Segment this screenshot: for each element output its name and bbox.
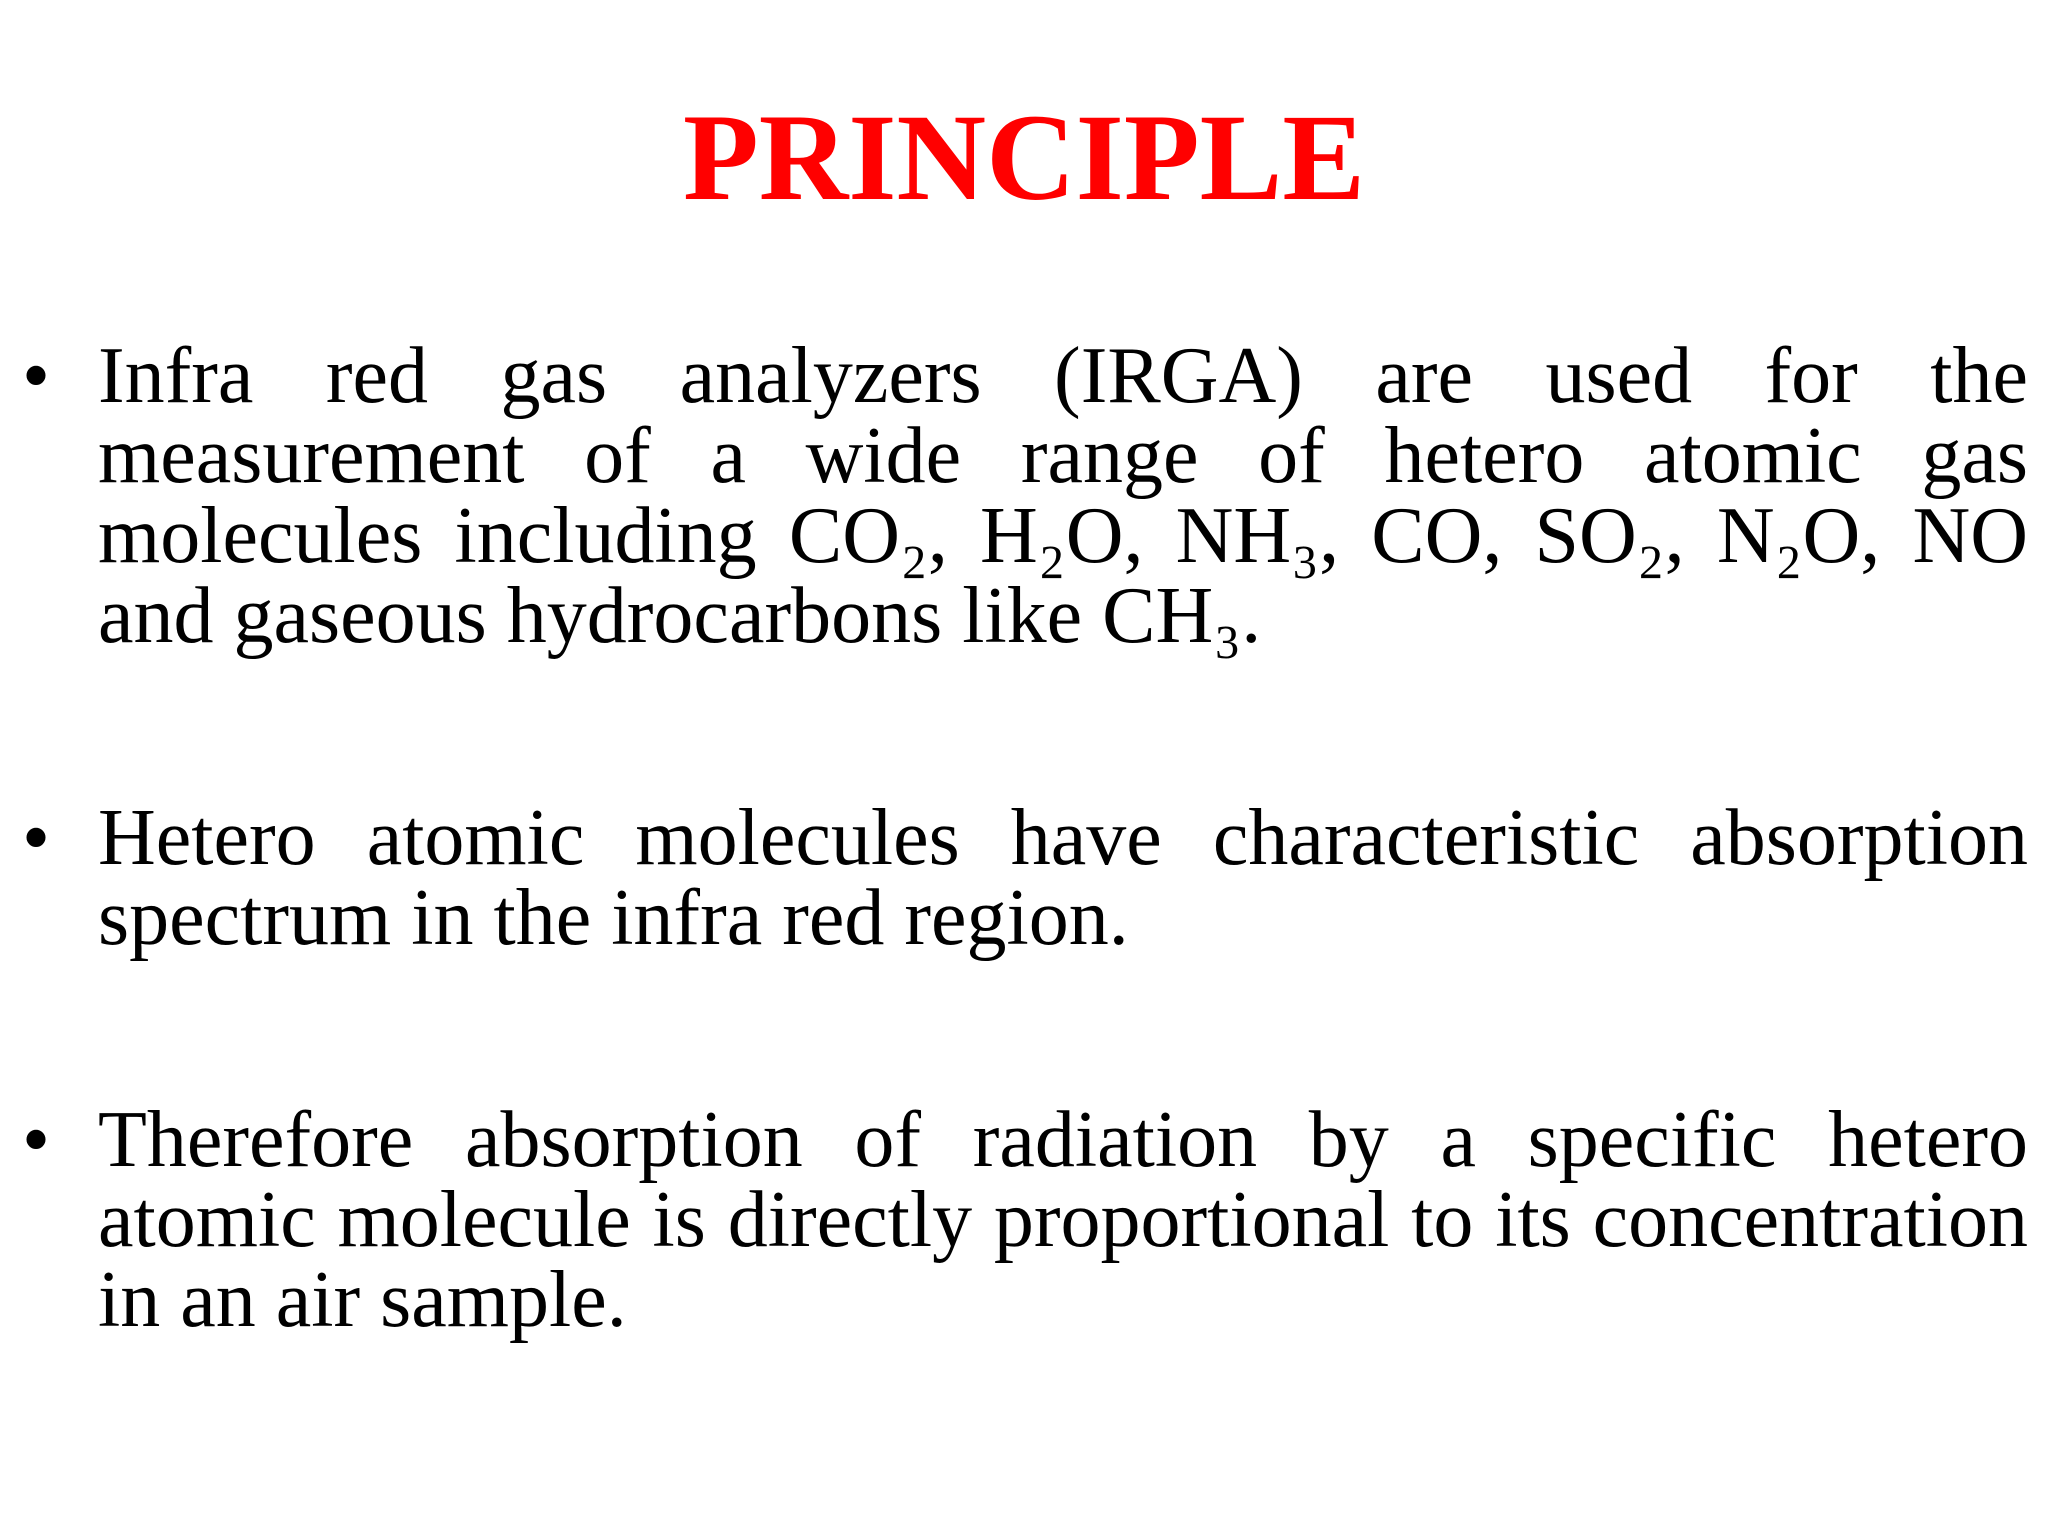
bullet-item <box>22 794 2028 962</box>
bullet-point-icon: • <box>22 794 51 882</box>
bullet-item <box>22 332 2028 660</box>
bullet-point-icon: • <box>22 1096 51 1184</box>
bullet-text: Hetero atomic molecules have characteristic absorption spectrum in the infra red region. <box>98 794 2028 962</box>
slide-title: PRINCIPLE <box>682 89 1366 226</box>
bullet-text: Therefore absorption of radiation by a specific hetero atomic molecule is directly proportional to its concentration in an air sample. <box>98 1096 2028 1344</box>
bullet-item <box>22 1096 2028 1344</box>
bullet-list <box>22 332 2028 1344</box>
bullet-point-icon: • <box>22 332 51 420</box>
bullet-text: Infra red gas analyzers (IRGA) are used for the measurement of a wide range of hetero atomic gas molecules including CO₂, H₂O, NH₃, CO, SO₂, N₂O, NO and gaseous hydrocarbons like CH₃. <box>98 332 2028 660</box>
